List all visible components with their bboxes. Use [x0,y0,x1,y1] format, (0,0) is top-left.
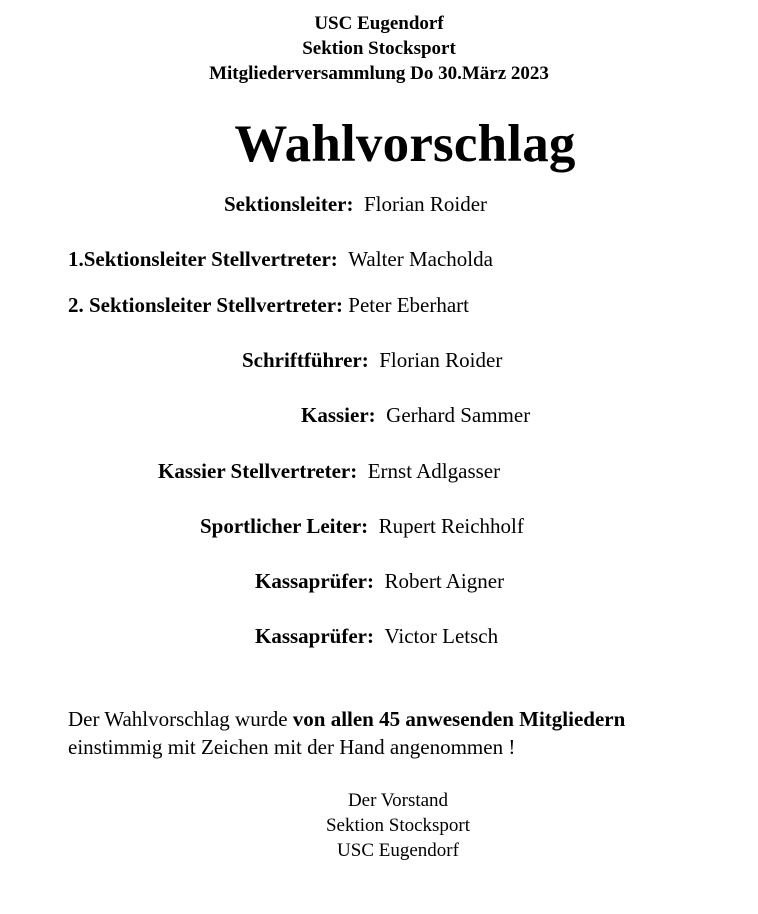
position-role: 2. Sektionsleiter Stellvertreter: [68,293,344,317]
result-emphasis: von allen 45 anwesenden Mitgliedern [292,707,626,731]
position-candidate: Victor Letsch [384,624,499,648]
position-role: Sportlicher Leiter: [200,514,369,538]
position-role: 1.Sektionsleiter Stellvertreter: [68,247,338,271]
signature-club: USC Eugendorf [337,840,459,861]
position-candidate: Robert Aigner [384,569,505,593]
position-role: Kassier: [301,403,376,427]
position-row [158,457,500,485]
result-line-2: einstimmig mit Zeichen mit der Hand angenommen ! [68,735,516,759]
position-candidate: Walter Macholda [348,247,493,271]
meeting-line: Mitgliederversammlung Do 30.März 2023 [209,63,549,84]
position-candidate: Gerhard Sammer [386,403,531,427]
position-candidate: Ernst Adlgasser [367,459,501,483]
position-candidate: Peter Eberhart [348,293,469,317]
position-row [255,622,498,650]
position-row [242,346,502,374]
position-row [224,190,487,218]
result-text: Der Wahlvorschlag wurde [68,707,293,731]
position-row [255,567,504,595]
result-line-1 [68,705,748,733]
position-candidate: Florian Roider [379,348,503,372]
club-name: USC Eugendorf [314,13,444,34]
position-candidate: Florian Roider [363,192,488,216]
position-row [68,245,493,273]
position-role: Kassaprüfer: [255,624,374,648]
position-role: Kassier Stellvertreter: [158,459,358,483]
signature-section: Sektion Stocksport [325,815,471,836]
position-role: Kassaprüfer: [255,569,374,593]
position-row [301,401,530,429]
position-candidate: Rupert Reichholf [378,514,524,538]
position-role: Schriftführer: [242,348,369,372]
document-title: Wahlvorschlag [234,115,576,173]
section-name: Sektion Stocksport [302,38,456,59]
position-row [68,291,469,319]
signature-board: Der Vorstand [347,790,449,811]
position-role: Sektionsleiter: [224,192,354,216]
position-row [200,512,524,540]
